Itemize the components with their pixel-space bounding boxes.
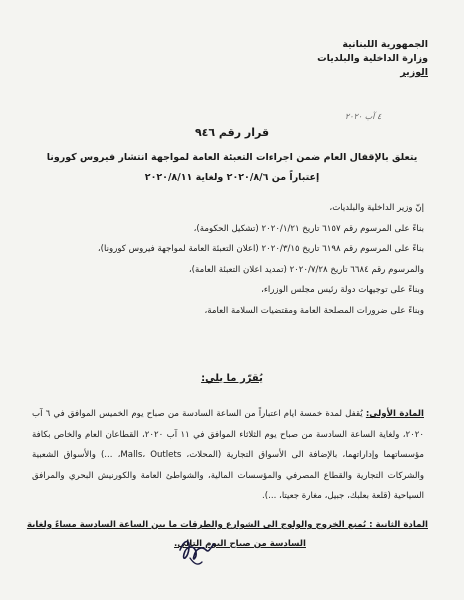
article-2-line1 xyxy=(26,516,428,535)
decision-subject: يتعلق بالإقفال العام ضمن اجراءات التعبئة العامة لمواجهة انتشار فيروس كورونا xyxy=(46,152,418,163)
preamble-line: بناءً على المرسوم رقم ٦١٩٨ تاريخ ٢٠٢٠/٣/١٥ (اعلان التعبئة العامة لمواجهة فيروس كورونا)، xyxy=(97,244,424,254)
article-1-label: المادة الأولى: xyxy=(365,409,424,419)
article-1 xyxy=(32,404,424,507)
republic-name: الجمهورية اللبنانية xyxy=(342,39,428,50)
letterhead xyxy=(317,38,428,80)
signature xyxy=(176,528,220,570)
handwritten-date: ٤ آب ٢٠٢٠ xyxy=(345,112,382,121)
preamble-line: إنّ وزير الداخلية والبلديات، xyxy=(329,203,424,213)
ministry-name: وزارة الداخلية والبلديات xyxy=(317,53,428,64)
article-2-line2: السادسة من صباح اليوم التالي. xyxy=(174,539,306,549)
decision-period: إعتباراً من ٢٠٢٠/٨/٦ ولغاية ٢٠٢٠/٨/١١ xyxy=(144,172,320,183)
decision-number: قرار رقم ٩٤٦ xyxy=(194,126,270,139)
minister-title: الوزير xyxy=(400,67,428,78)
decides-heading: يُقرّر ما يلي: xyxy=(201,373,263,384)
article-1-text: يُقفل لمدة خمسة ايام اعتباراً من الساعة السادسة من صباح يوم الخميس الموافق في ٦ آب ٢٠٢٠، ولغاية الساعة السادسة من صباح يوم الثلاثاء الموافق في ١١ آب ٢٠٢٠، القطاعان العام والخاص بكافة مؤسساتهما وإداراتهما، بالإضافة الى الأسواق التجارية (المحلات، Malls، Outlets، ...) والأسواق الشعبية والشركات التجارية والقطاع المصرفي والمؤسسات المالية، والشواطئ العامة والكورنيش البحري والمرافق السياحية (قلعة بعلبك، جبيل، مغارة جعيتا، ...). xyxy=(32,409,424,501)
preamble-line: وبناءً على ضرورات المصلحة العامة ومقتضيات السلامة العامة، xyxy=(204,305,424,316)
article-2-text: يُمنع الخروج والولوج الى الشوارع والطرقات ما بين الساعة السادسة مساءً ولغاية xyxy=(26,520,367,530)
article-2 xyxy=(26,516,428,554)
preamble-line: بناءً على المرسوم رقم ٦١٥٧ تاريخ ٢٠٢٠/١/٢١ (تشكيل الحكومة)، xyxy=(193,223,424,234)
preamble xyxy=(34,198,424,321)
preamble-line: والمرسوم رقم ٦٦٨٤ تاريخ ٢٠٢٠/٧/٢٨ (تمديد اعلان التعبئة العامة)، xyxy=(188,264,424,275)
preamble-line: وبناءً على توجيهات دولة رئيس مجلس الوزراء، xyxy=(261,285,424,295)
article-2-label: المادة الثانية : xyxy=(369,520,428,530)
